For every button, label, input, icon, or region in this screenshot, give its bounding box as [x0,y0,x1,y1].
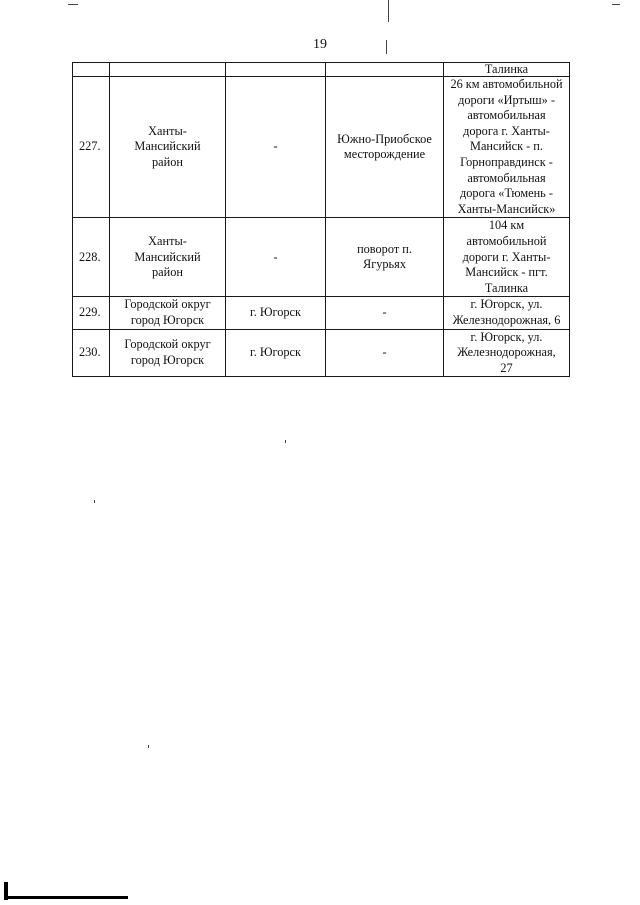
district-cell: Ханты- Мансийский район [110,218,226,297]
page-number: 19 [313,37,327,52]
table-cell [110,63,226,77]
row-number: 229. [73,297,110,329]
locations-table [72,62,570,377]
address-cell: г. Югорск, ул. Железнодорожная, 27 [444,329,570,377]
scan-speck [94,500,95,503]
table-row [73,77,570,218]
district-cell: Городской округ город Югорск [110,297,226,329]
table-cell [326,63,444,77]
row-number: 227. [73,77,110,218]
scan-corner-mark [4,896,128,899]
settlement-cell: г. Югорск [226,329,326,377]
table-cell [226,63,326,77]
row-number: 228. [73,218,110,297]
scan-speck [386,40,387,54]
row-number: 230. [73,329,110,377]
table-cell [73,63,110,77]
address-cell: 104 км автомобильной дороги г. Ханты- Мансийск - пгт. Талинка [444,218,570,297]
district-cell: Ханты- Мансийский район [110,77,226,218]
scan-speck [68,4,78,5]
scan-speck [612,4,620,5]
table-continuation-row [73,63,570,77]
table-row [73,329,570,377]
place-cell: Южно-Приобское месторождение [326,77,444,218]
address-cell: 26 км автомобильной дороги «Иртыш» - автомобильная дорога г. Ханты- Мансийск - п. Горноправдинск - автомобильная дорога «Тюмень - Ханты-Мансийск» [444,77,570,218]
scan-speck [285,440,286,443]
scan-speck [388,0,389,22]
scan-speck [148,745,149,748]
settlement-cell: - [226,218,326,297]
place-cell: поворот п. Ягурьях [326,218,444,297]
district-cell: Городской округ город Югорск [110,329,226,377]
settlement-cell: - [226,77,326,218]
place-cell: - [326,297,444,329]
table-cell: Талинка [444,63,570,77]
table-row [73,218,570,297]
settlement-cell: г. Югорск [226,297,326,329]
place-cell: - [326,329,444,377]
address-cell: г. Югорск, ул. Железнодорожная, 6 [444,297,570,329]
table-row [73,297,570,329]
